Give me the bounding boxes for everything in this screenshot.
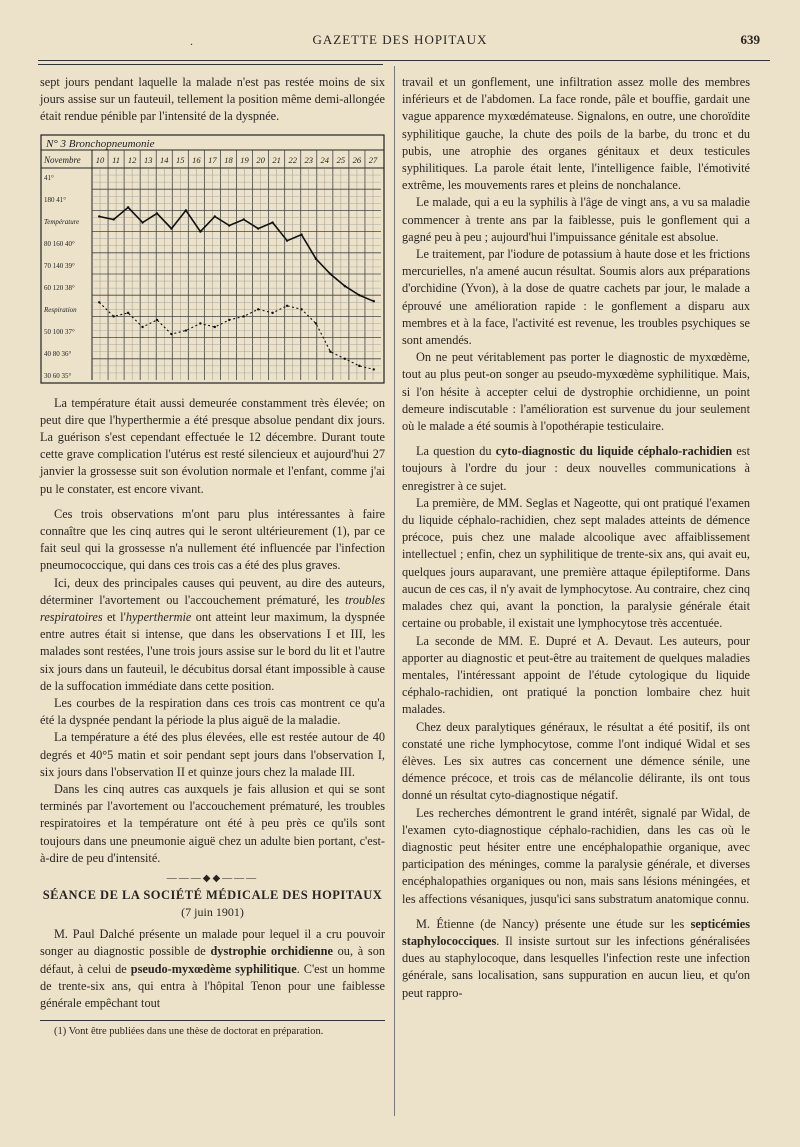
respiration-point bbox=[358, 364, 360, 366]
paragraph: M. Paul Dalché présente un malade pour lequel il a cru pouvoir songer au diagnostic possible de dystrophie orchidienne ou, à son défaut, à celui de pseudo-myxœdème syphilitique. C'est un homme de trente-six ans, qui entra à l'hôpital Tenon pour une faiblesse générale empêchant tout bbox=[40, 927, 386, 1010]
respiration-point bbox=[228, 318, 230, 320]
chart-tick-label: 16 bbox=[192, 154, 201, 165]
respiration-point bbox=[199, 322, 201, 324]
chart-tick-label: 27 bbox=[368, 154, 378, 165]
paragraph: Le traitement, par l'iodure de potassium à haute dose et les frictions mercurielles, n'a amené aucun résultat. Soumis alors aux préparations d'orchidine (Yvon), à la dose de quatre cachets par jour, le malade a éprouvé une amélioration rapide : le gonflement a disparu aux membres et à la face, l'activité est revenue, les troubles psychiques se sont amendés. bbox=[402, 247, 750, 348]
paragraph: La température a été des plus élevées, elle est restée autour de 40 degrés et 40°5 matin et soir pendant sept jours dans l'observation I, six jours dans l'observation II et quinze jours chez la malade III. bbox=[40, 730, 385, 779]
respiration-point bbox=[112, 315, 114, 317]
chart-tick-label: 15 bbox=[176, 154, 185, 165]
respiration-point bbox=[286, 304, 288, 306]
temperature-point bbox=[228, 224, 230, 226]
paragraph: La première, de MM. Seglas et Nageotte, qui ont pratiqué l'examen du liquide céphalo-rachidien, chez sept malades atteints de démence précoce, puis chez une malade alcoolique avec affaiblissement intellectuel ; enfin, chez un syphilitique de trente-six ans, qui avait eu, quelques jours auparavant, une première attaque épileptiforme. Dans aucun de ces cas, il n'y avait de lymphocytose. Au contraire, chez cinq malades chez qui, avant la ponction, la paralysie générale était certaine ou probable, il existait une lymphocytose très accentuée. bbox=[402, 495, 750, 631]
temperature-point bbox=[127, 206, 129, 208]
chart-tick-label: 20 bbox=[256, 154, 265, 165]
page-number: 639 bbox=[740, 32, 760, 47]
temperature-point bbox=[141, 221, 143, 223]
chart-tick-label: 18 bbox=[224, 154, 233, 165]
chart-y-label: 60 120 38° bbox=[44, 283, 75, 292]
chart-y-label: 41° bbox=[44, 173, 54, 182]
header-rule bbox=[38, 60, 770, 61]
left-column bbox=[40, 74, 385, 1039]
chart-tick-label: 13 bbox=[143, 154, 153, 165]
paragraph: sept jours pendant laquelle la malade n'est pas restée moins de six jours assise sur un fauteuil, tellement la position même demi-allongée était rendue pénible par l'intensité de la dyspnée. bbox=[40, 75, 385, 124]
chart-tick-label: 17 bbox=[208, 154, 217, 165]
temperature-point bbox=[170, 227, 172, 229]
temperature-point bbox=[112, 218, 114, 220]
respiration-point bbox=[315, 322, 317, 324]
paragraph: On ne peut véritablement pas porter le diagnostic de myxœdème, tout au plus peut-on songer au pseudo-myxœdème syphilitique. Mais, si l'on hésite à accepter celui de dystrophie orchidienne, un point demeure indiscutable : l'amélioration est survenue du jour seulement où le malade a été soumis à l'opothérapie testiculaire. bbox=[402, 350, 750, 434]
paragraph: M. Étienne (de Nancy) présente une étude sur les septicémies staphylococciques. Il insiste surtout sur les infections généralisées dues au staphylocoque, dans lesquelles l'infection reste une infection générale, sans localisation, sans suppuration en aucun lieu, et qu'on peut rappro- bbox=[402, 916, 750, 1000]
chart-tick-label: 24 bbox=[320, 154, 330, 165]
paragraph: Dans les cinq autres cas auxquels je fais allusion et qui se sont terminés par l'avortement ou l'accouchement prématuré, les troubles respiratoires et la température ont été à peu près ce qu'ils sont toujours dans une pneumonie aiguë chez un adulte bien portant, c'est-à-dire de peu d'intensité. bbox=[40, 782, 385, 865]
section-heading: SÉANCE DE LA SOCIÉTÉ MÉDICALE DES HOPITAUX bbox=[42, 888, 383, 903]
paragraph: Les recherches démontrent le grand intérêt, signalé par Widal, de l'examen cyto-diagnostique céphalo-rachidien, dans les cas où le diagnostic peut hésiter entre une encéphalopathie organique, avec participation des méninges, comme la paralysie générale, et diverses encéphalopathies organiques ou non, mais sans lésions méningées, et les affections vésaniques, jusqu'ici sans substratum anatomique connu. bbox=[402, 805, 750, 906]
respiration-point bbox=[300, 308, 302, 310]
respiration-point bbox=[156, 318, 158, 320]
temperature-point bbox=[286, 239, 288, 241]
paragraph: Ici, deux des principales causes qui peuvent, au dire des auteurs, déterminer l'avortement ou l'accouchement prématuré, les troubles respiratoires et l'hyperthermie ont atteint leur maximum, la dyspnée entre autres était si intense, que dans les observations I et III, les malades sont restées, l'une trois jours assise sur le bord du lit et l'autre six jours dans un fauteuil, le décubitus dorsal étant impossible à cause de la suffocation immédiate dans cette position. bbox=[40, 575, 386, 693]
footnote: (1) Vont être publiées dans une thèse de doctorat en préparation. bbox=[54, 1026, 324, 1038]
chart-y-label: 180 41° bbox=[44, 195, 67, 204]
temperature-point bbox=[315, 257, 317, 259]
respiration-point bbox=[185, 329, 187, 331]
paragraph: La question du cyto-diagnostic du liquide céphalo-rachidien est toujours à l'ordre du jour : deux nouvelles communications à enregistrer à ce sujet. bbox=[402, 444, 751, 493]
chart-tick-label: 22 bbox=[288, 154, 297, 165]
respiration-point bbox=[141, 325, 143, 327]
chart-y-label: Respiration bbox=[44, 305, 77, 314]
header-dot: . bbox=[190, 34, 193, 48]
temperature-chart bbox=[40, 134, 385, 389]
chart-tick-label: 19 bbox=[240, 154, 249, 165]
temperature-point bbox=[329, 272, 331, 274]
temperature-point bbox=[300, 233, 302, 235]
journal-title: GAZETTE DES HOPITAUX bbox=[312, 32, 488, 47]
chart-y-label: 30 60 35° bbox=[44, 371, 72, 380]
column-divider bbox=[394, 66, 395, 1116]
chart-tick-label: 14 bbox=[160, 154, 169, 165]
respiration-point bbox=[271, 311, 273, 313]
respiration-point bbox=[98, 301, 100, 303]
temperature-point bbox=[98, 215, 100, 217]
chart-y-label: 80 160 40° bbox=[44, 239, 75, 248]
temperature-point bbox=[199, 230, 201, 232]
chart-tick-label: 21 bbox=[272, 154, 281, 165]
footnote-rule bbox=[40, 1020, 385, 1021]
chart-y-label: 40 80 36° bbox=[44, 349, 72, 358]
temperature-point bbox=[271, 221, 273, 223]
chart-tick-label: 11 bbox=[112, 154, 121, 165]
chart-tick-label: 10 bbox=[95, 154, 105, 165]
respiration-point bbox=[257, 308, 259, 310]
paragraph: Ces trois observations m'ont paru plus intéressantes à faire connaître que les cinq autres qui le seront ultérieurement (1), par ce fait seul qui la grossesse n'a nullement été influencée par l'infection pneumococcique, qui dans ces trois cas a été des plus graves. bbox=[40, 506, 385, 573]
paragraph: La seconde de MM. E. Dupré et A. Devaut. Les auteurs, pour apporter au diagnostic et peut-être au traitement de quelques maladies mentales, l'intéressant appoint de l'étude cytologique du liquide céphalo-rachidien, ont pratiqué la ponction lombaire chez huit malades. bbox=[402, 633, 750, 717]
section-separator: ———◆◆——— bbox=[166, 873, 259, 885]
right-column bbox=[402, 74, 750, 1002]
respiration-point bbox=[170, 332, 172, 334]
chart-tick-label: 25 bbox=[336, 154, 346, 165]
paragraph: Chez deux paralytiques généraux, le résultat a été positif, ils ont constaté une riche lymphocytose, comme l'ont indiqué Widal et ses élèves. Les six autres cas concernent une démence sénile, une démence précoce, et trois cas de mélancolie délirante, ils ont tous donné un résultat cyto-diagnostique négatif. bbox=[402, 719, 750, 803]
paragraph: La température était aussi demeurée constamment très élevée; on peut dire que l'hyperthermie a été presque absolue pendant dix jours. La guérison s'est cependant effectuée le 12 décembre. Durant toute cette grave complication l'utérus est resté silencieux et aujourd'hui 27 janvier la grossesse suit son évolution normale et l'enfant, comme j'ai pu le constater, est encore vivant. bbox=[40, 395, 385, 496]
chart-tick-label: 12 bbox=[127, 154, 137, 165]
paragraph: Les courbes de la respiration dans ces trois cas montrent ce qu'a été la dyspnée pendant la période la plus aiguë de la maladie. bbox=[40, 696, 385, 728]
temperature-point bbox=[185, 209, 187, 211]
header-rule-double bbox=[38, 64, 383, 65]
paragraph: travail et un gonflement, une infiltration assez molle des membres inférieurs et de l'abdomen. La face ronde, pâle et bouffie, gardait une vague apparence myxœdémateuse. Signalons, en outre, une choroïdite syphilitique gauche, la chute des poils de la barbe, du tronc et du pubis, une atrophie des organes génitaux et deux testicules syphilitiques. La parole était lente, l'intelligence faible, l'émotivité extrême, les mouvements rares et pleins de nonchalance. bbox=[402, 75, 750, 193]
respiration-point bbox=[373, 368, 375, 370]
temperature-point bbox=[257, 227, 259, 229]
chart-y-label: 70 140 39° bbox=[44, 261, 75, 270]
temperature-point bbox=[156, 212, 158, 214]
chart-y-label: Température bbox=[44, 217, 80, 226]
chart-svg bbox=[40, 134, 385, 384]
respiration-point bbox=[214, 325, 216, 327]
paragraph: Le malade, qui a eu la syphilis à l'âge de vingt ans, a vu sa maladie commencer à trente ans par la faiblesse, puis le gonflement qui a gagné peu à peu ; aujourd'hui l'impuissance génitale est absolue. bbox=[402, 195, 750, 244]
chart-tick-label: 26 bbox=[352, 154, 362, 165]
respiration-point bbox=[243, 315, 245, 317]
chart-x-label: Novembre bbox=[44, 154, 81, 165]
temperature-point bbox=[373, 300, 375, 302]
temperature-point bbox=[243, 218, 245, 220]
page-header bbox=[40, 32, 760, 52]
respiration-point bbox=[127, 311, 129, 313]
chart-title: N° 3 Bronchopneumonie bbox=[46, 137, 155, 150]
chart-tick-label: 23 bbox=[304, 154, 313, 165]
temperature-point bbox=[214, 215, 216, 217]
respiration-point bbox=[329, 350, 331, 352]
respiration-point bbox=[344, 357, 346, 359]
temperature-point bbox=[344, 285, 346, 287]
temperature-point bbox=[358, 294, 360, 296]
chart-y-label: 50 100 37° bbox=[44, 327, 75, 336]
section-date: (7 juin 1901) bbox=[181, 905, 244, 920]
